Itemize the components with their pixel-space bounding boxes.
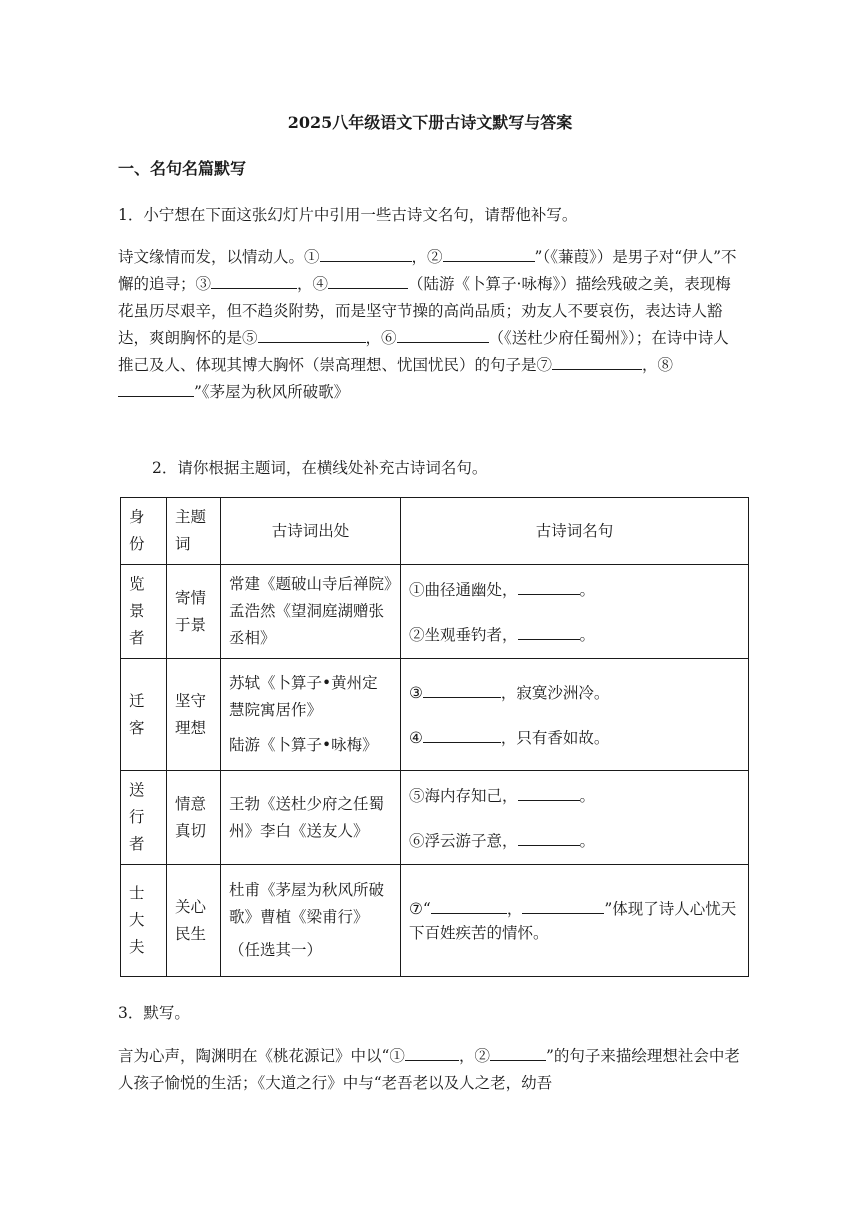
cell-role: 览景者 [121,565,167,659]
text-run: 。 [579,786,596,805]
text-run: 。 [579,580,596,599]
text-run: 。 [579,831,596,850]
question-2-stem: 2．请你根据主题词，在横线处补充古诗词名句。 [152,459,488,477]
text-run: ”（《蒹葭》）是男子对“伊人”不懈的追寻；③ [118,248,737,293]
answer-blank-t3[interactable] [423,680,501,698]
text-run: ”体现了诗人心忧天下百姓疾苦的情怀。 [409,900,737,942]
cell-source: 王勃《送杜少府之任蜀州》李白《送友人》 [221,771,401,865]
question-1-stem: 1．小宁想在下面这张幻灯片中引用一些古诗文名句，请帮他补写。 [118,206,578,224]
answer-blank-t4[interactable] [423,725,501,743]
quote-line [409,622,740,647]
question-3-paragraph [118,1043,740,1097]
text-run: ⑦“ [409,900,431,918]
text-run: （陆游《卜算子·咏梅》）描绘残破之美，表现梅花虽历尽艰辛，但不趋炎附势，而是坚守节操的高尚品质；劝友人不要哀伤，表达诗人豁达，爽朗胸怀的是⑤ [118,275,731,347]
text-run: ，④ [297,275,329,293]
cell-role: 士大夫 [121,865,167,977]
cell-source [221,865,401,977]
question-3-stem: 3．默写。 [118,1004,190,1022]
cell-role: 迁客 [121,659,167,771]
header-theme: 主题词 [167,498,221,565]
text-run: ，⑧ [642,356,674,374]
text-run: ⑥浮云游子意， [409,831,518,850]
text-run: ”的句子来描绘理想社会中老人孩子愉悦的生活；《大道之行》中与“老吾老以及人之老，幼吾 [118,1047,740,1092]
text-run: ④ [409,728,423,747]
source-note: （任选其一） [229,941,323,959]
text-run: ，寂寞沙洲冷。 [500,683,610,702]
answer-blank-t6[interactable] [518,828,580,846]
poem-table [120,497,749,977]
answer-blank-q3-1[interactable] [405,1043,459,1061]
text-run: ②坐观垂钓者， [409,625,518,644]
table-row [121,865,749,977]
quote-line [409,783,740,808]
page-title: 2025八年级语文下册古诗文默写与答案 [287,113,573,132]
quote-line [409,680,740,705]
answer-blank-4[interactable] [328,271,408,289]
text-run: ⑤海内存知己， [409,786,518,805]
answer-blank-t2[interactable] [518,622,580,640]
source-text: 陆游《卜算子•咏梅》 [229,736,378,754]
cell-theme: 关心民生 [167,865,221,977]
text-run: 诗文缘情而发，以情动人。① [118,248,320,266]
header-role: 身份 [121,498,167,565]
cell-theme: 寄情于景 [167,565,221,659]
answer-blank-7[interactable] [552,352,642,370]
answer-blank-6[interactable] [397,325,489,343]
cell-theme: 情意真切 [167,771,221,865]
cell-quote [401,865,749,977]
answer-blank-5[interactable] [258,325,366,343]
source-text: 苏轼《卜算子•黄州定慧院寓居作》 [229,674,378,719]
quote-line [409,725,740,750]
table-header-row [121,498,749,565]
text-run: ，⑥ [365,329,397,347]
quote-line [409,577,740,602]
answer-blank-t8[interactable] [522,896,604,914]
answer-blank-1[interactable] [320,244,412,262]
answer-blank-t7[interactable] [431,896,507,914]
answer-blank-t1[interactable] [518,577,580,595]
table-row [121,565,749,659]
cell-role: 送行者 [121,771,167,865]
text-run: ， [506,900,523,918]
answer-blank-2[interactable] [443,244,535,262]
cell-quote [401,659,749,771]
text-run: （《送杜少府任蜀州》）；在诗中诗人推己及人、体现其博大胸怀（崇高理想、忧国忧民）的句子是⑦ [118,329,729,374]
text-run: ，② [411,248,443,266]
cell-quote [401,771,749,865]
source-text: 杜甫《茅屋为秋风所破歌》曹植《梁甫行》 [229,881,385,926]
cell-theme: 坚守理想 [167,659,221,771]
question-1-paragraph [118,244,740,406]
text-run: ①曲径通幽处， [409,580,518,599]
table-row [121,659,749,771]
header-source: 古诗词出处 [221,498,401,565]
answer-blank-t5[interactable] [518,783,580,801]
cell-source: 常建《题破山寺后禅院》孟浩然《望洞庭湖赠张丞相》 [221,565,401,659]
text-run: ，② [458,1047,490,1065]
cell-source [221,659,401,771]
header-quote: 古诗词名句 [401,498,749,565]
text-run: ”《茅屋为秋风所破歌》 [194,383,350,401]
table-row [121,771,749,865]
quote-line [409,828,740,853]
section-heading: 一、名句名篇默写 [118,159,247,178]
answer-blank-8[interactable] [118,379,194,397]
text-run: 。 [579,625,596,644]
text-run: 言为心声，陶渊明在《桃花源记》中以“① [118,1047,405,1065]
answer-blank-3[interactable] [211,271,297,289]
cell-quote [401,565,749,659]
text-run: ③ [409,683,423,702]
answer-blank-q3-2[interactable] [490,1043,546,1061]
text-run: ，只有香如故。 [500,728,610,747]
